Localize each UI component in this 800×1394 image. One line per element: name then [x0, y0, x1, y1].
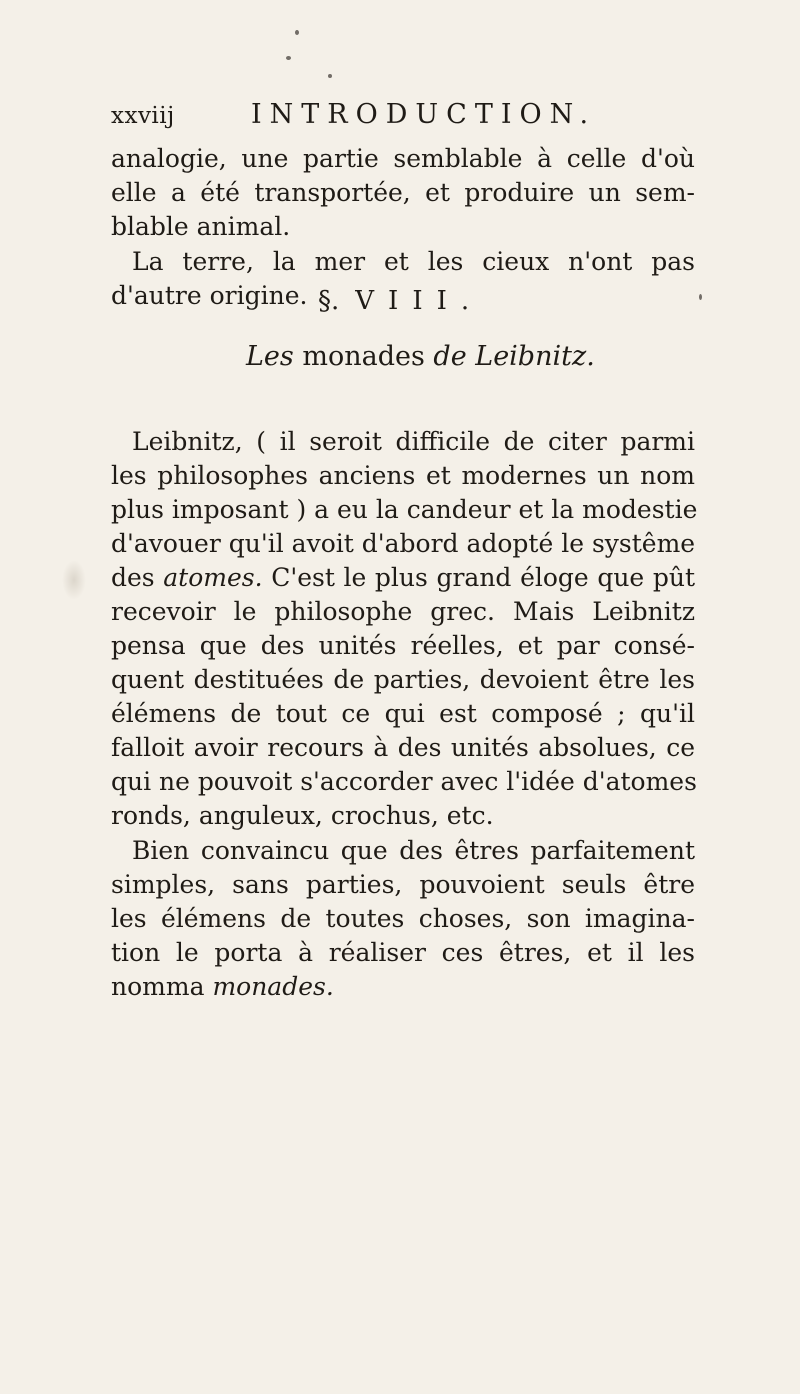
ink-speck [295, 30, 299, 35]
running-head: INTRODUCTION. [251, 99, 597, 130]
text-line: pensa que des unités réelles, et par consé- [111, 631, 695, 660]
text-line: falloit avoir recours à des unités absolues, ce [111, 733, 695, 762]
text-line: La terre, la mer et les cieux n'ont pas [132, 247, 695, 276]
section-heading [318, 286, 483, 316]
subtitle-name: de Leibnitz. [433, 341, 595, 372]
ink-speck [286, 56, 291, 60]
text-line: analogie, une partie semblable à celle d'où [111, 144, 695, 173]
text-line [111, 561, 695, 595]
text-line: les élémens de toutes choses, son imagina- [111, 904, 695, 933]
text-line [111, 970, 695, 1004]
text-fragment: nomma [111, 972, 205, 1001]
subtitle-article: Les [246, 341, 294, 372]
text-line: d'autre origine. [111, 281, 308, 310]
page-header [111, 99, 731, 133]
text-line: Leibnitz, ( il seroit difficile de citer parmi [132, 427, 695, 456]
text-line: les philosophes anciens et modernes un nom [111, 461, 695, 490]
bleed-through-stain [62, 560, 86, 600]
ink-speck [699, 294, 702, 300]
subtitle-main: monades [302, 341, 425, 372]
page-number: xxviij [111, 103, 175, 129]
text-fragment: des [111, 563, 155, 592]
text-line: simples, sans parties, pouvoient seuls être [111, 870, 695, 899]
text-line: quent destituées de parties, devoient être les [111, 665, 695, 694]
text-fragment: C'est le plus grand éloge que pût [271, 563, 696, 592]
emphasis-word: monades. [212, 972, 334, 1001]
text-line: tion le porta à réaliser ces êtres, et il les [111, 938, 695, 967]
ink-speck [328, 74, 332, 78]
text-line: plus imposant ) a eu la candeur et la modestie [111, 495, 698, 524]
text-line: ronds, anguleux, crochus, etc. [111, 801, 494, 830]
section-symbol: §. [318, 286, 340, 316]
section-subtitle [246, 337, 595, 377]
text-line: qui ne pouvoit s'accorder avec l'idée d'atomes [111, 767, 697, 796]
text-line: d'avouer qu'il avoit d'abord adopté le systême [111, 529, 696, 558]
text-line: recevoir le philosophe grec. Mais Leibnitz [111, 597, 695, 626]
text-line: Bien convaincu que des êtres parfaitement [132, 836, 695, 865]
emphasis-word: atomes. [163, 563, 263, 592]
text-line: élémens de tout ce qui est composé ; qu'il [111, 699, 695, 728]
text-line: elle a été transportée, et produire un sem- [111, 178, 695, 207]
section-number: VIII. [355, 286, 484, 316]
text-line: blable animal. [111, 212, 291, 241]
